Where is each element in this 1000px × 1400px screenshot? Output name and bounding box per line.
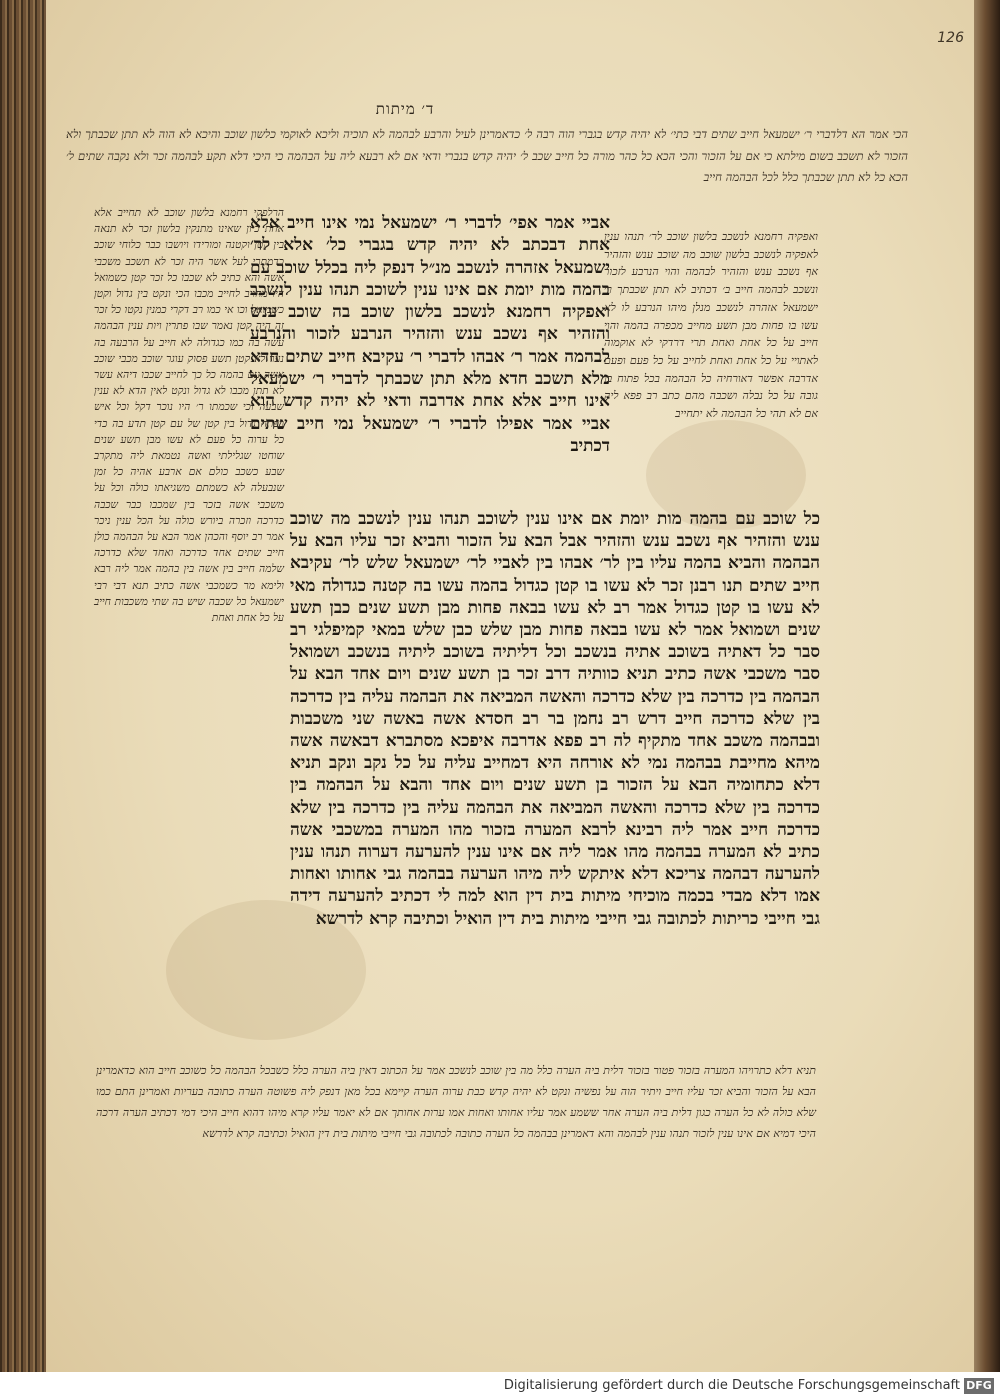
binding-edge [0,0,46,1400]
main-text-lower: כל שוכב עם בהמה מות יומת אם אינו ענין לשוכב תנהו ענין לנשכב מה שוכב ענש והזהיר אף נשכב ענש והזהיר אבל הבא על הזכור והביא זכר עליו הבא על הבהמה והביא בהמה עליו בין לר׳ אבהו בין לאביי לר׳ ישמעאל שלש לר׳ עקיבא חייב שתים תנו רבנן זכר לא עשו בו קטן כגדול בהמה עשו בה קטנה כגדולה מאי לא עשו בו קטן כגדול אמר רב לא עשו בבאה פחות מבן תשע שנים כבן תשע שנים ושמואל אמר לא עשו בבאה פחות מבן שלש כבן שלש במאי קמיפלגי רב סבר כל דאתיה בשוכב אתיה בנשכב וכל דליתיה בשוכב ליתיה בנשכב ושמואל סבר משכבי אשה כתיב תניא כוותיה דרב זכר בן תשע שנים ויום אחד הבא על הבהמה בין כדרכה בין שלא כדרכה והאשה המביאה את הבהמה עליה בין כדרכה בין שלא כדרכה חייב דרש רב נחמן בר רב חסדא אשה באשה שני משכבות ובבהמה משכב אחד מתקיף לה רב פפא אדרבה איפכא מסתברא דבאשה אשה מיהא מחייבת בבהמה נמי לא אורחה היא דמחייב עליה על כל נקב ונקב תניא דלא כתחומיה הבא על הזכור בן תשע שנים ויום אחד והבא על הבהמה בין כדרכה בין שלא כדרכה והאשה המביאה את הבהמה עליה בין כדרכה בין שלא כדרכה חייב אמר ליה רבינא לרבא המערה בזכור מהו המערה במשכבי אשה כתיב לא המערה בבהמה מהו אמר ליה אם אינו ענין להערעה דערוה תנהו ענין להערעה דבהמה צריכא דלא איתקש ליה מיהו הערעה בבהמה גבי אחותו ואחות אמו דלא מבדי בכמה מוכיחי מיתות בית דין הוא למה לי דכתיב להערעה דידה גבי חייבי כריתות לכתובה גבי חייבי מיתות בית דין הואיל וכתיבה קרא לדרשא [289,509,820,929]
commentary-top: הכי אמר הא דלדברי ר׳ ישמעאל חייב שתים דבי כתי׳ לא יהיה קדש בגברי הוה רבה ל׳ כדאמרינן לעיל והרבע לבהמה לא תוכיה וליכא לאוקמי כלשון שוכב והיכא לא הוה לא תתן שכבתך ולא הזכור לא תשכב בשום מילתא כי אם על הזכור והכי הכא כל כהר מורה כל חייב שכב ל׳ יהיה קדש בגברי ודאי אם לא רבעא ליה על הבהמה כי היכי דלא תקע לבהמה זכר ולא נקבה שתים ל׳ הכא כל לא תתן שכבתך כלל לכל הבהמה חייב [66,127,908,184]
main-text-upper: אביי אמר אפי׳ לדברי ר׳ ישמעאל נמי אינו חייב אלא אחת דבכתב לא יהיה קדש בגברי כל׳ אלא לר׳ ישמעאל אזהרה לנשכב מנ״ל דנפק ליה בכלל שוכב עם בהמה מות יומת אם אינו ענין לשוכב תנהו ענין לנשכב ואפקיה רחמנא לנשכב בלשון שוכב בה שוכב ענש והזהיר אף נשכב ענש והזהיר הנרבע לזכור והנרבע לבהמה אמר ר׳ אבהו לדברי ר׳ עקיבא חייב שתים חדא מלא תשכב חדא מלא תתן שכבתך לדברי ר׳ ישמעאל אינו חייב אלא אחת אדרבה ודאי לא יהיה קדש הוא אביי אמר אפילו לדברי ר׳ ישמעאל נמי חייב שתים דכתיב [250,213,610,456]
commentary-bottom: תניא דלא כתרויהו המערה בזכור פטור בזכור דלית ביה הערה כלל מה בין שוכב לנשכב אמר על הכתוב דאין ביה הערה כלל כשבכל הבהמה כל כשוכב חייב הוא כדאמרינן הבא על הזכור והביא זכר עליו חייב ויתיר הוה על נפשיה ונקט לא יהיה קדש כבת ערוה הערה קיימא בכל מאן דנפק ליה פשוטה הערה כתובה בעריות ואמרינן התם כמו שלא כולה לא כל הערה כגון דלית ביה הערה אחר ששמע אמר עליו אחותו ואחות אמו ערות אחותך אם לא יאמר עליו קרא מיהו דהוא חייב היכי דמי דכתיב הערה דרכה היכי דמיא אם אינו ענין לזכור תנהו ענין לבהמה והא דאמרינן בבהמה כל הערה כתובה לכתובה גבי חייבי מיתות בית דין הואיל וכתיבה קרא לדרשא [96,1064,816,1140]
footer-credit: Digitalisierung gefördert durch die Deutsche Forschungsgemeinschaft [503,1378,960,1393]
folio-number: 126 [937,30,964,46]
dfg-logo: DFG [964,1378,994,1394]
running-head: ד׳ מיתות [375,100,435,118]
commentary-left: הרלפקי רחמנא בלשון שוכב לא תחייב אלא אחת כיון שאינו מתנקין בלשון זכר לא תנאה בין קטן וקטנה ומורידו ויושבו כבר כלוחי שוכב כדמתרי לעל אשר היה זכר לא תשכב משכבי אשה והא כתיב לא שכבו כל זכר קטן כשמואל היו מחויב לחייב מכבו הכי ונקט בין גדול וקטן כשמואל וכו אי כמו רב דקרי כמנין נקטו כל זכר זה היה קטן נאמר שבו פתרין ויות ענין הבהמה עשה בה כמו כגדולה לא חייב על הרבעה בה נער לא קטן תשע פסוק עוגר שוכב מכבי שוכב אשה עם בהמה כל כך לחייב שכבו דיהא עשר לא תתן מכבו לא גדול ונקט לאין הדא לא ענין שבעה וכי שכמתו ר׳ היו נוכר דקל וכל איש בפתח גדול בין קטן של עם קטן תדע בה כדי כל ערוה כל פעם לא עשו מבן תשע שנים שוחטו שגלילתי ואשה נטמאת ליה מתקרב שבע כשכב כולם אם ארבע אהיה כל זמן שנבעלה לא כשמתם משגיאתו כולה וכל על משכבי אשה בזכר בין שמכבו כבר שכבה כדרכה וזכרה ביורש כולה על הכל ענין ניכר אמר רב יוסף והכהן אמר הבא על הבהמה כולן חייב שתים אחד כדרכה ואחד שלא כדרכה שלמה חייב בין אשה בין בהמה אמר ליה רבא ולימא מר כשמכבי אשה כתיב תנא דבי רבי ישמעאל כל שכבה שיש בה שתי משכבות חייב על כל אחת ואחת [94,207,284,625]
commentary-right: ואפקיה רחמנא לנשכב בלשון שוכב לר׳ תנהו ענין לאפקיה לנשכב בלשון שוכב מה שוכב ענש והזהיר אף נשכב ענש והזהיר לבהמה והוי הנרבע לזכור ונשכב לבהמה חייב ב׳ דכתיב לא תתן שכבתך ר׳ ישמעאל אזהרה לנשכב מנלן מיהו הנרבע לו לא עשו בו פחות מבן תשע מחייב מכפרה בהמה והוי חייב על כל אחת ואחת תרי דרדקי לא אוקמוה לאתויי על כל אחת ואחת לחייב על כל פעם ופעם אדרבה אפשר דאורחיה כל הבהמה בכל פתוח בו גובה על כל נבלה ושכבה מהם כתב רב פפא ליה אם לא תהי כל הבהמה לא יתחייב [604,230,818,421]
footer-bar [0,1372,1000,1400]
